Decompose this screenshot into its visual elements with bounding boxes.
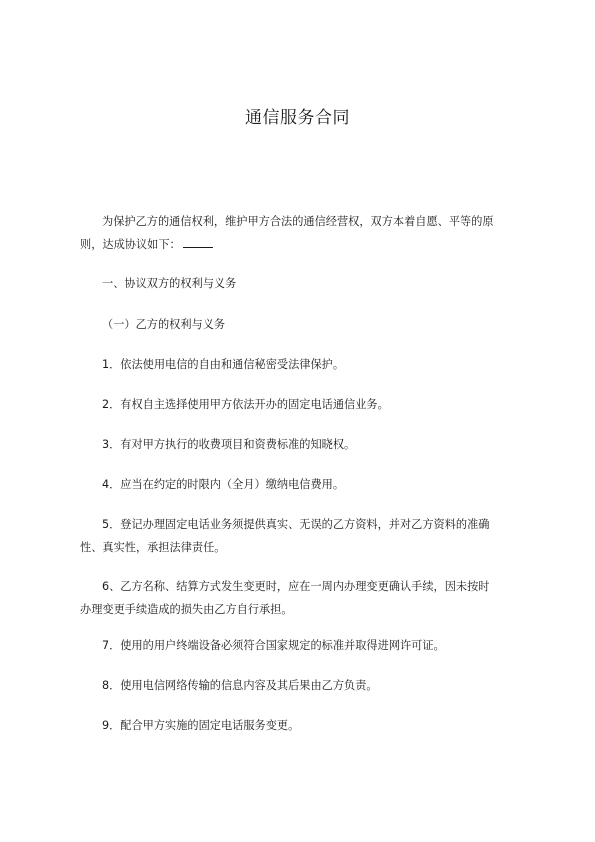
clause-item <box>80 393 525 416</box>
section-heading-1 <box>80 272 525 295</box>
clause-item-line-1: 7．使用的用户终端设备必须符合国家规定的标准并取得进网许可证。 <box>102 639 445 652</box>
section-heading-1-text: 一、协议双方的权利与义务 <box>102 277 237 290</box>
clause-item-line-1: 3．有对甲方执行的收费项目和资费标准的知晓权。 <box>102 438 356 451</box>
clause-item <box>80 714 525 737</box>
clause-item-line-1: 8．使用电信网络传输的信息内容及其后果由乙方负责。 <box>102 679 378 692</box>
clause-item-line-1: 1．依法使用电信的自由和通信秘密受法律保护。 <box>102 358 345 371</box>
clause-item-line-2: 性、真实性，承担法律责任。 <box>80 541 226 554</box>
subsection-heading-1 <box>80 313 525 336</box>
clause-item <box>80 674 525 697</box>
fill-in-blank <box>183 235 213 248</box>
clause-item <box>80 473 525 496</box>
clause-item-line-2: 办理变更手续造成的损失由乙方自行承担。 <box>80 603 293 616</box>
clause-item-line-1: 9．配合甲方实施的固定电话服务变更。 <box>102 719 300 732</box>
intro-paragraph <box>80 210 525 256</box>
intro-line-2-text: 则，达成协议如下： <box>80 238 181 251</box>
intro-line-2 <box>80 233 525 256</box>
clause-item <box>80 433 525 456</box>
document-title: 通信服务合同 <box>245 108 350 128</box>
subsection-heading-1-text: （一）乙方的权利与义务 <box>102 318 226 331</box>
clause-item <box>80 575 525 621</box>
intro-line-1: 为保护乙方的通信权利，维护甲方合法的通信经营权，双方本着自愿、平等的原 <box>102 215 494 228</box>
clause-item <box>80 634 525 657</box>
clause-item-line-1: 6、乙方名称、结算方式发生变更时，应在一周内办理变更确认手续，因未按时 <box>102 580 490 593</box>
clause-item-line-1: 5．登记办理固定电话业务须提供真实、无误的乙方资料，并对乙方资料的准确 <box>102 518 490 531</box>
clause-item <box>80 353 525 376</box>
clause-item-line-1: 2．有权自主选择使用甲方依法开办的固定电话通信业务。 <box>102 398 389 411</box>
clause-item <box>80 513 525 559</box>
clause-item-line-1: 4．应当在约定的时限内（全月）缴纳电信费用。 <box>102 478 345 491</box>
